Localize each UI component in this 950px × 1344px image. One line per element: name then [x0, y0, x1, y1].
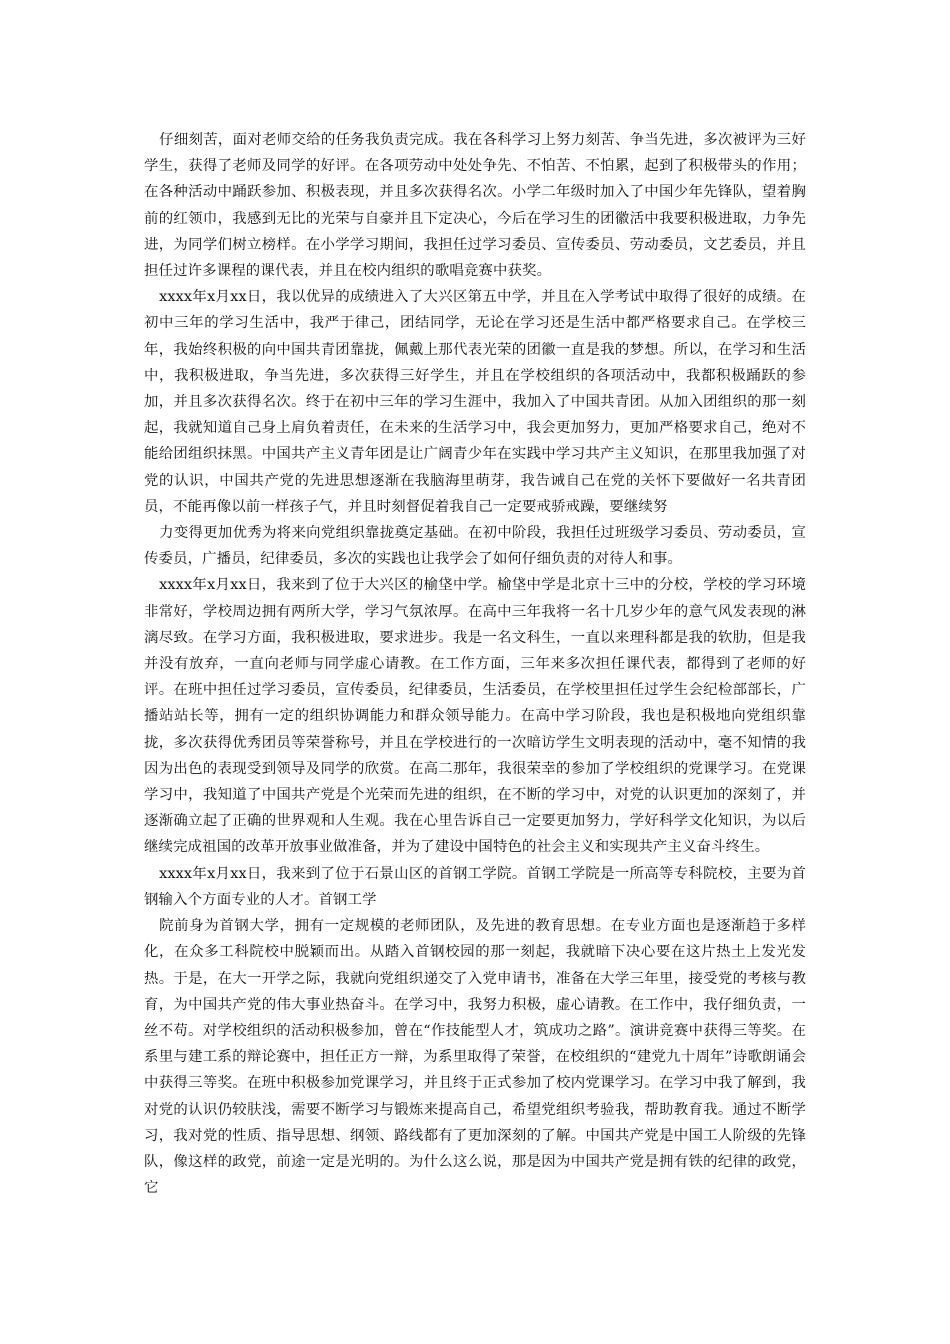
paragraph-college-intro: xxxx年x月xx日，我来到了位于石景山区的首钢工学院。首钢工学院是一所高等专科院校，主要为首钢输入个方面专业的人才。首钢工学	[144, 865, 806, 908]
paragraph-college-continued: 院前身为首钢大学，拥有一定规模的老师团队，及先进的教育思想。在专业方面也是逐渐趋于多样化，在众多工科院校中脱颖而出。从踏入首钢校园的那一刻起，我就暗下决心要在这片热土上发光发热。于是，在大一开学之际，我就向党组织递交了入党申请书，准备在大学三年里，接受党的考核与教育，为中国共产党的伟大事业热奋斗。在学习中，我努力积极，虚心请教。在工作中，我仔细负责，一丝不苟。对学校组织的活动积极参加，曾在“作技能型人才，筑成功之路”。演讲竞赛中获得三等奖。在系里与建工系的辩论赛中，担任正方一辩，为系里取得了荣誉，在校组织的“建党九十周年”诗歌朗诵会中获得三等奖。在班中积极参加党课学习，并且终于正式参加了校内党课学习。在学习中我了解到，我对党的认识仍较肤浅，需要不断学习与锻炼来提高自己，希望党组织考验我，帮助教育我。通过不断学习，我对党的性质、指导思想、纲领、路线都有了更加深刻的了解。中国共产党是中国工人阶级的先锋队，像这样的政党，前途一定是光明的。为什么这么说，那是因为中国共产党是拥有铁的纪律的政党，它	[144, 918, 806, 1197]
paragraph-middle-school: xxxx年x月xx日，我以优异的成绩进入了大兴区第五中学，并且在入学考试中取得了很好的成绩。在初中三年的学习生活中，我严于律己，团结同学，无论在学习还是生活中都严格要求自己。在学校三年，我始终积极的向中国共青团靠拢，佩戴上那代表光荣的团徽一直是我的梦想。所以，在学习和生活中，我积极进取，争当先进，多次获得三好学生，并且在学校组织的各项活动中，我都积极踊跃的参加，并且多次获得名次。终于在初中三年的学习生涯中，我加入了中国共青团。从加入团组织的那一刻起，我就知道自己身上肩负着责任，在未来的生活学习中，我会更加努力，更加严格要求自己，绝对不能给团组织抹黑。中国共产主义青年团是让广阔青少年在实践中学习共产主义知识，在那里我加强了对党的认识，中国共产党的先进思想逐渐在我脑海里萌芽，我告诫自己在党的关怀下要做好一名共青团员，不能再像以前一样孩子气，并且时刻督促着我自己一定要戒骄戒躁，要继续努	[144, 289, 806, 515]
paragraph-high-school: xxxx年x月xx日，我来到了位于大兴区的榆垡中学。榆垡中学是北京十三中的分校，学校的学习环境非常好，学校周边拥有两所大学，学习气氛浓厚。在高中三年我将一名十几岁少年的意气风发表现的淋漓尽致。在学习方面，我积极进取，要求进步。我是一名文科生，一直以来理科都是我的软肋，但是我并没有放弃，一直向老师与同学虚心请教。在工作方面，三年来多次担任课代表，都得到了老师的好评。在班中担任过学习委员，宣传委员，纪律委员，生活委员，在学校里担任过学生会纪检部部长，广播站站长等，拥有一定的组织协调能力和群众领导能力。在高中学习阶段，我也是积极地向党组织靠拢，多次获得优秀团员等荣誉称号，并且在学校进行的一次暗访学生文明表现的活动中，毫不知情的我因为出色的表现受到领导及同学的欣赏。在高二那年，我很荣幸的参加了学校组织的党课学习。在党课学习中，我知道了中国共产党是个光荣而先进的组织，在不断的学习中，对党的认识更加的深刻了，并逐渐确立起了正确的世界观和人生观。我在心里告诉自己一定要更加努力，学好科学文化知识，为以后继续完成祖国的改革开放事业做准备，并为了建设中国特色的社会主义和实现共产主义奋斗终生。	[144, 577, 806, 856]
paragraph-elementary-school: 仔细刻苦，面对老师交给的任务我负责完成。我在各科学习上努力刻苦、争当先进，多次被评为三好学生，获得了老师及同学的好评。在各项劳动中处处争先、不怕苦、不怕累，起到了积极带头的作用；在各种活动中踊跃参加、积极表现，并且多次获得名次。小学二年级时加入了中国少年先锋队，望着胸前的红领巾，我感到无比的光荣与自豪并且下定决心，今后在学习生的团徽活中我要积极进取，力争先进，为同学们树立榜样。在小学学习期间，我担任过学习委员、宣传委员、劳动委员，文艺委员，并且担任过许多课程的课代表，并且在校内组织的歌唱竞赛中获奖。	[144, 132, 806, 280]
document-body	[144, 127, 806, 1201]
paragraph-middle-school-continued: 力变得更加优秀为将来向党组织靠拢奠定基础。在初中阶段，我担任过班级学习委员、劳动委员，宣传委员，广播员，纪律委员，多次的实践也让我学会了如何仔细负责的对待人和事。	[144, 525, 806, 568]
